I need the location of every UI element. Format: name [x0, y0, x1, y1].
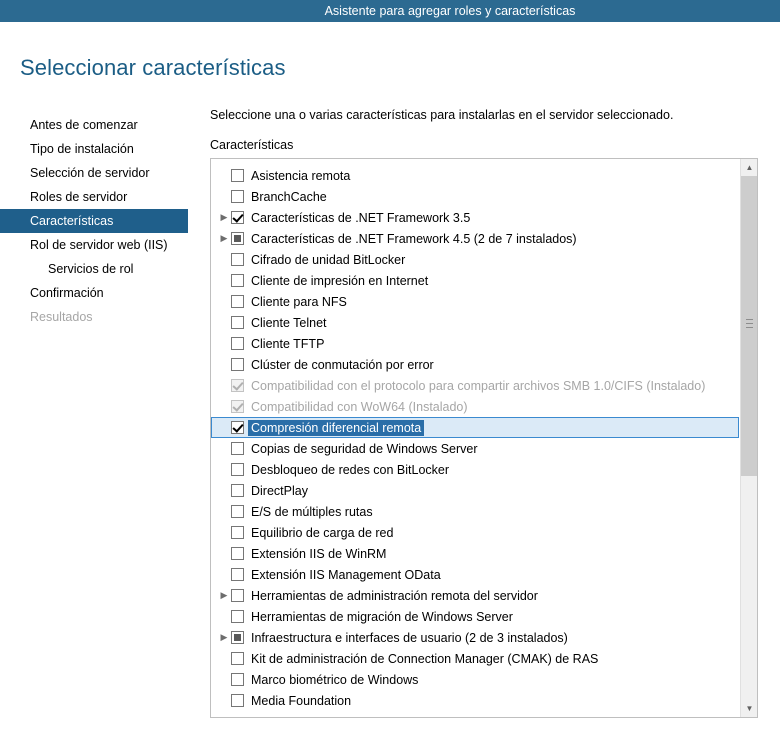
- expand-arrow-icon[interactable]: ▶: [220, 233, 228, 244]
- sidebar-item: Resultados: [30, 310, 93, 325]
- main-panel: [188, 103, 780, 723]
- feature-label: Asistencia remota: [251, 168, 351, 183]
- feature-row[interactable]: [211, 396, 739, 417]
- feature-label: Compatibilidad con el protocolo para compartir archivos SMB 1.0/CIFS (Instalado): [251, 378, 706, 393]
- sidebar-item[interactable]: Tipo de instalación: [30, 142, 134, 157]
- feature-label: Herramientas de administración remota del servidor: [251, 588, 538, 603]
- feature-label: Equilibrio de carga de red: [251, 525, 394, 540]
- title-bar: [0, 0, 780, 22]
- feature-row[interactable]: [211, 228, 739, 249]
- sidebar-item[interactable]: Antes de comenzar: [30, 118, 138, 133]
- expand-arrow-icon[interactable]: ▶: [220, 212, 228, 223]
- feature-label: Infraestructura e interfaces de usuario (2 de 3 instalados): [251, 630, 568, 645]
- feature-checkbox[interactable]: [231, 673, 244, 686]
- feature-label: Desbloqueo de redes con BitLocker: [251, 462, 450, 477]
- scroll-down-icon[interactable]: ▼: [741, 700, 758, 717]
- feature-label: Características de .NET Framework 3.5: [251, 210, 471, 225]
- feature-label: Herramientas de migración de Windows Server: [251, 609, 513, 624]
- feature-row[interactable]: [211, 438, 739, 459]
- feature-checkbox[interactable]: [231, 652, 244, 665]
- feature-row[interactable]: [211, 207, 739, 228]
- feature-row[interactable]: [211, 522, 739, 543]
- features-list: [211, 159, 739, 717]
- scroll-up-icon[interactable]: ▲: [741, 159, 758, 176]
- content-area: [0, 103, 780, 723]
- feature-row[interactable]: [211, 606, 739, 627]
- feature-row[interactable]: [211, 354, 739, 375]
- feature-row[interactable]: [211, 459, 739, 480]
- feature-label: Compresión diferencial remota: [248, 420, 424, 436]
- feature-checkbox[interactable]: [231, 211, 244, 224]
- feature-row[interactable]: [211, 690, 739, 711]
- feature-row[interactable]: [211, 648, 739, 669]
- sidebar-item[interactable]: Servicios de rol: [48, 262, 134, 277]
- feature-checkbox[interactable]: [231, 694, 244, 707]
- feature-row[interactable]: [211, 186, 739, 207]
- feature-checkbox[interactable]: [231, 589, 244, 602]
- feature-checkbox[interactable]: [231, 505, 244, 518]
- feature-checkbox[interactable]: [231, 568, 244, 581]
- feature-label: Cliente de impresión en Internet: [251, 273, 429, 288]
- instruction-text: Seleccione una o varias características para instalarlas en el servidor seleccionado.: [210, 108, 674, 123]
- feature-label: Características de .NET Framework 4.5 (2 de 7 instalados): [251, 231, 577, 246]
- feature-row[interactable]: [211, 291, 739, 312]
- feature-label: Cliente para NFS: [251, 294, 347, 309]
- feature-row[interactable]: [211, 417, 739, 438]
- feature-row[interactable]: [211, 627, 739, 648]
- feature-checkbox[interactable]: [231, 442, 244, 455]
- feature-row[interactable]: [211, 585, 739, 606]
- feature-label: Extensión IIS de WinRM: [251, 546, 387, 561]
- feature-checkbox[interactable]: [231, 337, 244, 350]
- feature-row[interactable]: [211, 270, 739, 291]
- feature-label: Media Foundation: [251, 693, 352, 708]
- feature-row[interactable]: [211, 669, 739, 690]
- wizard-navigation: [0, 103, 188, 723]
- expand-arrow-icon[interactable]: ▶: [220, 590, 228, 601]
- feature-label: Compatibilidad con WoW64 (Instalado): [251, 399, 468, 414]
- feature-row[interactable]: [211, 249, 739, 270]
- feature-label: Copias de seguridad de Windows Server: [251, 441, 478, 456]
- feature-checkbox[interactable]: [231, 253, 244, 266]
- features-scrollbar[interactable]: [740, 159, 757, 717]
- feature-label: Cliente TFTP: [251, 336, 325, 351]
- feature-label: Kit de administración de Connection Manager (CMAK) de RAS: [251, 651, 599, 666]
- sidebar-item[interactable]: Selección de servidor: [30, 166, 150, 181]
- feature-row[interactable]: [211, 543, 739, 564]
- feature-row[interactable]: [211, 333, 739, 354]
- feature-checkbox[interactable]: [231, 232, 244, 245]
- feature-label: Cifrado de unidad BitLocker: [251, 252, 406, 267]
- feature-label: E/S de múltiples rutas: [251, 504, 373, 519]
- feature-checkbox: [231, 400, 244, 413]
- feature-label: Clúster de conmutación por error: [251, 357, 434, 372]
- scrollbar-grip-icon: [741, 319, 758, 328]
- feature-label: Cliente Telnet: [251, 315, 327, 330]
- feature-checkbox: [231, 379, 244, 392]
- feature-row[interactable]: [211, 564, 739, 585]
- window-title: Asistente para agregar roles y características: [324, 4, 576, 18]
- feature-checkbox[interactable]: [231, 526, 244, 539]
- features-label: Características: [210, 138, 294, 153]
- feature-row[interactable]: [211, 165, 739, 186]
- feature-row[interactable]: [211, 480, 739, 501]
- feature-row[interactable]: [211, 375, 739, 396]
- feature-checkbox[interactable]: [231, 421, 244, 434]
- feature-checkbox[interactable]: [231, 190, 244, 203]
- sidebar-item[interactable]: Roles de servidor: [30, 190, 128, 205]
- feature-checkbox[interactable]: [231, 610, 244, 623]
- page-title: Seleccionar características: [20, 54, 286, 80]
- sidebar-item[interactable]: Rol de servidor web (IIS): [30, 238, 168, 253]
- features-listbox[interactable]: [210, 158, 758, 718]
- feature-checkbox[interactable]: [231, 274, 244, 287]
- feature-checkbox[interactable]: [231, 631, 244, 644]
- feature-label: Marco biométrico de Windows: [251, 672, 419, 687]
- feature-label: Extensión IIS Management OData: [251, 567, 441, 582]
- feature-checkbox[interactable]: [231, 169, 244, 182]
- feature-checkbox[interactable]: [231, 295, 244, 308]
- feature-checkbox[interactable]: [231, 358, 244, 371]
- feature-checkbox[interactable]: [231, 484, 244, 497]
- sidebar-item[interactable]: Características: [0, 209, 188, 233]
- feature-checkbox[interactable]: [231, 547, 244, 560]
- feature-row[interactable]: [211, 501, 739, 522]
- feature-row[interactable]: [211, 312, 739, 333]
- feature-checkbox[interactable]: [231, 463, 244, 476]
- feature-checkbox[interactable]: [231, 316, 244, 329]
- feature-label: BranchCache: [251, 189, 327, 204]
- expand-arrow-icon[interactable]: ▶: [220, 632, 228, 643]
- sidebar-item[interactable]: Confirmación: [30, 286, 104, 301]
- feature-label: DirectPlay: [251, 483, 308, 498]
